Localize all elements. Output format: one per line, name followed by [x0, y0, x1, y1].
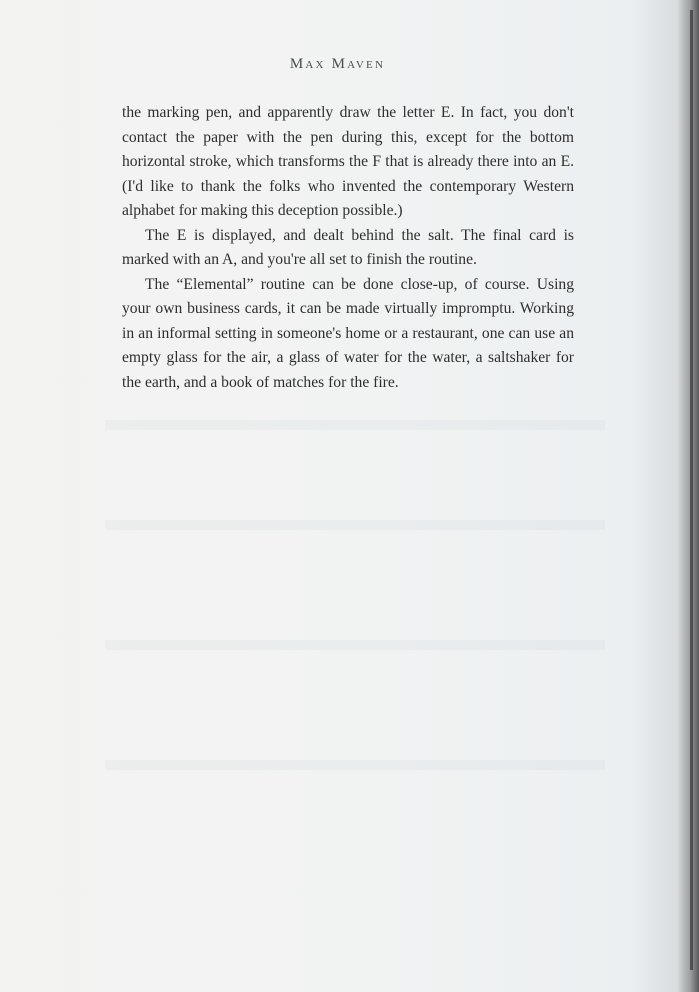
paragraph-2: The E is displayed, and dealt behind the salt. The final card is marked with an A, and you're all set to finish the routine. — [122, 226, 574, 268]
show-through-line — [105, 760, 605, 770]
body-text — [122, 101, 574, 395]
paragraph-1: the marking pen, and apparently draw the letter E. In fact, you don't contact the paper with the pen during this, except for the bottom horizontal stroke, which transforms the F that is already there into an E. (I'd like to thank the folks who invented the contemporary Western alphabet for making this deception possible.) — [122, 104, 574, 219]
show-through-line — [105, 640, 605, 650]
show-through-line — [105, 520, 605, 530]
paragraph-3: The “Elemental” routine can be done close-up, of course. Using your own business cards, it can be made virtually impromptu. Working in an informal setting in someone's home or a restaurant, one can use an empty glass for the air, a glass of water for the water, a saltshaker for the earth, and a book of matches for the fire. — [122, 275, 574, 391]
show-through-line — [105, 420, 605, 430]
running-head: Max Maven — [289, 56, 386, 72]
page-edge-shadow — [677, 0, 699, 992]
page-binding-edge — [690, 10, 693, 970]
